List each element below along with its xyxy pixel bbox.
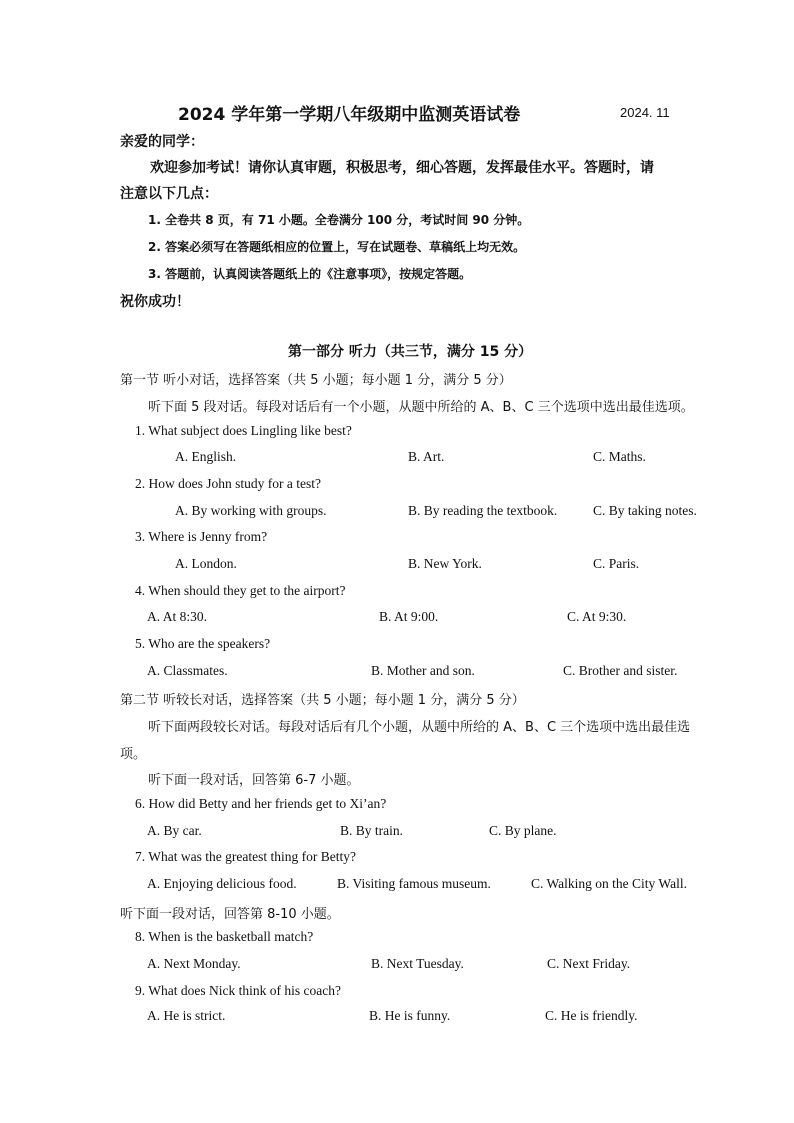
exam-title: 2024 学年第一学期八年级期中监测英语试卷	[178, 105, 521, 125]
q1-option-c: C. Maths.	[593, 449, 646, 464]
q7-option-a: A. Enjoying delicious food.	[147, 876, 297, 891]
welcome-line-2: 注意以下几点：	[120, 186, 218, 202]
question-1: 1. What subject does Lingling like best?	[135, 423, 352, 438]
q2-option-b: B. By reading the textbook.	[408, 503, 558, 518]
q7-option-c: C. Walking on the City Wall.	[531, 876, 687, 891]
q6-option-c: C. By plane.	[489, 823, 557, 838]
welcome-line-1: 欢迎参加考试！请你认真审题，积极思考，细心答题，发挥最佳水平。答题时，请	[150, 160, 654, 176]
notice-2: 2. 答案必须写在答题纸相应的位置上，写在试题卷、草稿纸上均无效。	[148, 240, 526, 254]
section2-instruction-line-1: 听下面两段较长对话。每段对话后有几个小题，从题中所给的 A、B、C 三个选项中选出最佳选	[148, 720, 691, 735]
question-8: 8. When is the basketball match?	[135, 929, 314, 944]
question-5: 5. Who are the speakers?	[135, 636, 271, 651]
notice-1: 1. 全卷共 8 页，有 71 小题。全卷满分 100 分，考试时间 90 分钟。	[148, 213, 530, 227]
q3-option-c: C. Paris.	[593, 556, 640, 571]
dialogue1-intro: 听下面一段对话，回答第 6-7 小题。	[148, 773, 360, 788]
q5-option-b: B. Mother and son.	[371, 663, 475, 678]
dialogue2-intro: 听下面一段对话，回答第 8-10 小题。	[120, 907, 340, 922]
q9-option-b: B. He is funny.	[369, 1008, 451, 1023]
q8-option-b: B. Next Tuesday.	[371, 956, 464, 971]
question-3: 3. Where is Jenny from?	[135, 529, 268, 544]
notice-3: 3. 答题前，认真阅读答题纸上的《注意事项》，按规定答题。	[148, 267, 472, 281]
question-2: 2. How does John study for a test?	[135, 476, 321, 491]
greeting: 亲爱的同学：	[120, 134, 204, 150]
q9-option-a: A. He is strict.	[147, 1008, 226, 1023]
question-7: 7. What was the greatest thing for Betty?	[135, 849, 356, 864]
closing: 祝你成功！	[120, 294, 190, 310]
exam-date: 2024. 11	[620, 105, 670, 120]
section2-heading: 第二节 听较长对话，选择答案（共 5 小题；每小题 1 分，满分 5 分）	[120, 693, 525, 708]
q2-option-c: C. By taking notes.	[593, 503, 697, 518]
q1-option-a: A. English.	[175, 449, 237, 464]
q1-option-b: B. Art.	[408, 449, 445, 464]
question-4: 4. When should they get to the airport?	[135, 583, 346, 598]
q4-option-c: C. At 9:30.	[567, 609, 627, 624]
q3-option-b: B. New York.	[408, 556, 482, 571]
q2-option-a: A. By working with groups.	[175, 503, 327, 518]
section2-instruction-line-2: 项。	[120, 747, 147, 762]
part1-heading: 第一部分 听力（共三节，满分 15 分）	[288, 344, 533, 360]
q6-option-a: A. By car.	[147, 823, 202, 838]
q7-option-b: B. Visiting famous museum.	[337, 876, 491, 891]
q5-option-a: A. Classmates.	[147, 663, 228, 678]
q4-option-a: A. At 8:30.	[147, 609, 208, 624]
section1-instruction: 听下面 5 段对话。每段对话后有一个小题，从题中所给的 A、B、C 三个选项中选出最佳选项。	[148, 400, 694, 415]
q9-option-c: C. He is friendly.	[545, 1008, 638, 1023]
question-9: 9. What does Nick think of his coach?	[135, 983, 341, 998]
q3-option-a: A. London.	[175, 556, 237, 571]
section1-heading: 第一节 听小对话，选择答案（共 5 小题；每小题 1 分，满分 5 分）	[120, 373, 512, 388]
q4-option-b: B. At 9:00.	[379, 609, 439, 624]
q6-option-b: B. By train.	[340, 823, 403, 838]
q5-option-c: C. Brother and sister.	[563, 663, 678, 678]
q8-option-c: C. Next Friday.	[547, 956, 631, 971]
question-6: 6. How did Betty and her friends get to Xi’an?	[135, 796, 387, 811]
q8-option-a: A. Next Monday.	[147, 956, 241, 971]
